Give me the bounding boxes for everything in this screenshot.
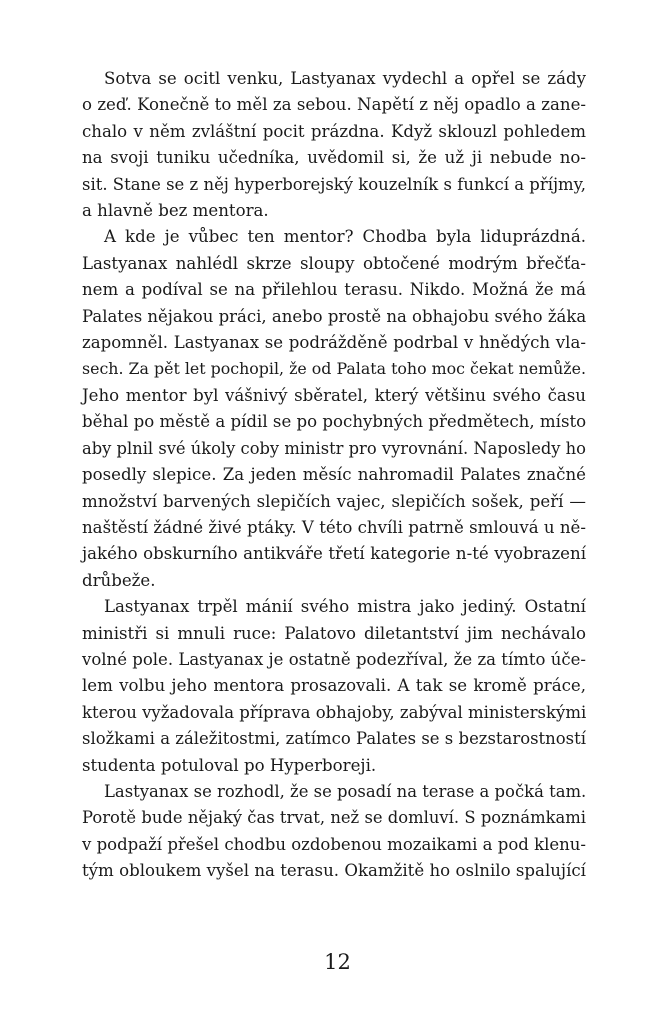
text-line: v podpaží přešel chodbu ozdobenou mozaikami a pod klenu- xyxy=(82,834,587,854)
text-line: kterou vyžadovala příprava obhajoby, zabýval ministerskými xyxy=(82,702,587,722)
text-line: aby plnil své úkoly coby ministr pro vyrovnání. Naposledy ho xyxy=(82,438,586,458)
text-line: množství barvených slepičích vajec, slepičích sošek, peří — xyxy=(82,491,586,511)
text-line: chalo v něm zvláštní pocit prázdna. Když sklouzl pohledem xyxy=(82,121,586,141)
text-line: zapomněl. Lastyanax se podrážděně podrbal v hnědých vla- xyxy=(82,333,586,353)
text-line: naštěstí žádné živé ptáky. V této chvíli patrně smlouvá u ně- xyxy=(82,517,586,537)
text-line: lem volbu jeho mentora prosazovali. A tak se kromě práce, xyxy=(82,676,586,696)
text-line: Lastyanax nahlédl skrze sloupy obtočené modrým břečťa- xyxy=(82,253,586,273)
paragraph xyxy=(82,594,586,779)
text-line: posedly slepice. Za jeden měsíc nahromadil Palates značné xyxy=(82,465,586,485)
text-line: nem a podíval se na přilehlou terasu. Nikdo. Možná že má xyxy=(82,280,586,300)
text-line: tým obloukem vyšel na terasu. Okamžitě ho oslnilo spalující xyxy=(82,861,586,881)
text-line: o zeď. Konečně to měl za sebou. Napětí z něj opadlo a zane- xyxy=(82,95,586,115)
text-line: Sotva se ocitl venku, Lastyanax vydechl a opřel se zády xyxy=(104,69,586,88)
paragraph xyxy=(82,66,586,224)
text-line: Lastyanax se rozhodl, že se posadí na terase a počká tam. xyxy=(104,781,587,801)
text-line: drůbeže. xyxy=(82,570,156,590)
page-text xyxy=(82,66,586,885)
paragraph xyxy=(82,224,586,594)
text-line: sit. Stane se z něj hyperborejský kouzelník s funkcí a příjmy, xyxy=(82,174,586,194)
text-line: Lastyanax trpěl mánií svého mistra jako jediný. Ostatní xyxy=(104,597,586,617)
text-line: volné pole. Lastyanax je ostatně podezříval, že za tímto úče- xyxy=(82,649,586,669)
text-line: a hlavně bez mentora. xyxy=(82,201,269,221)
text-line: Palates nějakou práci, anebo prostě na obhajobu svého žáka xyxy=(82,306,587,326)
text-line: běhal po městě a pídil se po pochybných předmětech, místo xyxy=(82,412,587,432)
paragraph xyxy=(82,779,586,885)
text-line: Porotě bude nějaký čas trvat, než se domluví. S poznámkami xyxy=(82,808,586,828)
text-line: ministři si mnuli ruce: Palatovo diletantství jim nechávalo xyxy=(82,623,586,643)
text-line: sech. Za pět let pochopil, že od Palata toho moc čekat nemůže. xyxy=(82,359,586,379)
page-number: 12 xyxy=(324,950,351,974)
text-line: složkami a záležitostmi, zatímco Palates se s bezstarostností xyxy=(82,729,586,749)
text-line: jakého obskurního antikváře třetí kategorie n-té vyobrazení xyxy=(82,544,586,564)
text-line: na svoji tuniku učedníka, uvědomil si, že už ji nebude no- xyxy=(82,148,586,168)
text-line: Jeho mentor byl vášnivý sběratel, který většinu svého času xyxy=(82,385,586,405)
text-line: studenta potuloval po Hyperboreji. xyxy=(82,755,377,775)
text-line: A kde je vůbec ten mentor? Chodba byla liduprázdná. xyxy=(104,227,586,247)
